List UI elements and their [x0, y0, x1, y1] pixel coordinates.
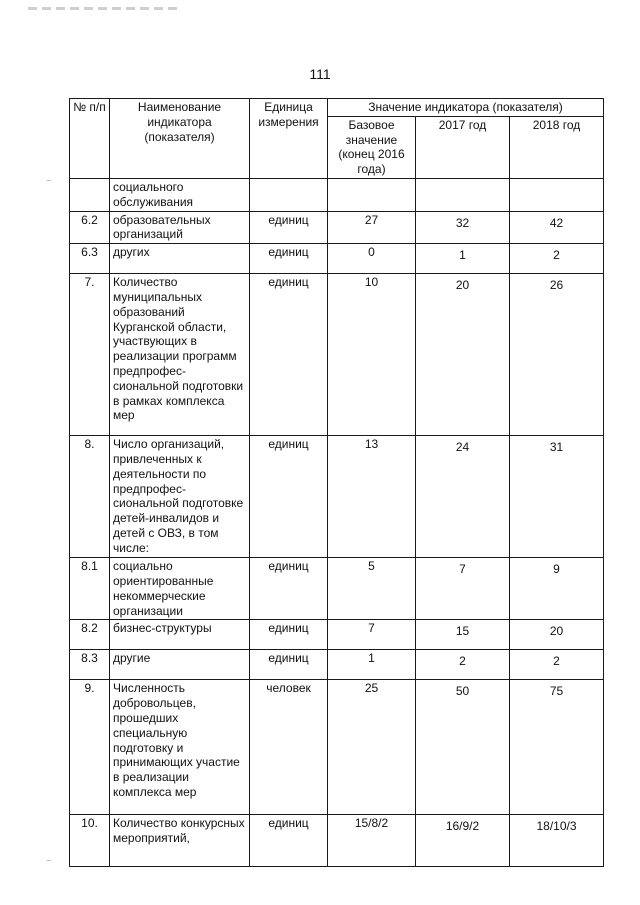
header-name: Наименование индикатора (показателя) — [110, 99, 250, 179]
scan-artifact — [28, 7, 178, 10]
base-value-text: 13 — [364, 437, 379, 452]
table-row — [70, 620, 604, 650]
value-2017 — [416, 244, 510, 274]
value-2017-text: 2 — [459, 654, 466, 669]
value-2017 — [416, 815, 510, 867]
table-row — [70, 815, 604, 867]
header-unit: Единица измерения — [250, 99, 328, 179]
row-number: 10. — [70, 815, 110, 867]
row-number: 6.3 — [70, 244, 110, 274]
scan-edge-mark — [47, 860, 51, 861]
base-value-text: 25 — [364, 681, 379, 696]
base-value-text: 1 — [368, 651, 375, 666]
value-2018-text: 18/10/3 — [536, 819, 577, 834]
row-number: 8.3 — [70, 650, 110, 680]
base-value — [328, 178, 416, 211]
value-2018 — [510, 211, 604, 244]
indicator-name: бизнес-структуры — [110, 620, 250, 650]
value-2018 — [510, 680, 604, 815]
indicator-name: Количество конкурсных мероприятий, — [110, 815, 250, 867]
row-number — [70, 178, 110, 211]
header-2017: 2017 год — [416, 116, 510, 178]
value-2018-text: 2 — [553, 654, 560, 669]
value-2017-text: 7 — [459, 562, 466, 577]
value-2017 — [416, 620, 510, 650]
unit-of-measure: человек — [250, 680, 328, 815]
base-value-text: 7 — [368, 621, 375, 636]
indicator-name: образовательных организаций — [110, 211, 250, 244]
base-value — [328, 815, 416, 867]
base-value — [328, 436, 416, 558]
value-2018 — [510, 650, 604, 680]
value-2017 — [416, 178, 510, 211]
table-row — [70, 436, 604, 558]
unit-of-measure: единиц — [250, 558, 328, 620]
indicator-name: Количество муниципальных образований Курганской области, участвующих в реализации программ предпрофес-сиональной подготовки в рамках комплекса мер — [110, 274, 250, 436]
indicator-name: Численность добровольцев, прошедших специальную подготовку и принимающих участие в реализации комплекса мер — [110, 680, 250, 815]
value-2017 — [416, 436, 510, 558]
indicator-name: других — [110, 244, 250, 274]
table-row — [70, 558, 604, 620]
base-value — [328, 650, 416, 680]
base-value-text: 5 — [368, 559, 375, 574]
row-number: 8.2 — [70, 620, 110, 650]
scan-edge-mark — [47, 180, 51, 181]
value-2018-text: 26 — [549, 278, 564, 293]
table-row — [70, 244, 604, 274]
value-2018-text: 20 — [549, 624, 564, 639]
value-2017-text: 1 — [459, 248, 466, 263]
row-number: 6.2 — [70, 211, 110, 244]
indicator-name: другие — [110, 650, 250, 680]
value-2018 — [510, 244, 604, 274]
base-value — [328, 558, 416, 620]
unit-of-measure: единиц — [250, 211, 328, 244]
base-value — [328, 244, 416, 274]
unit-of-measure: единиц — [250, 815, 328, 867]
table-row — [70, 680, 604, 815]
value-2017 — [416, 211, 510, 244]
base-value-text: 15/8/2 — [354, 816, 389, 831]
table-row — [70, 178, 604, 211]
value-2017 — [416, 274, 510, 436]
row-number: 7. — [70, 274, 110, 436]
table-body — [70, 178, 604, 866]
row-number: 9. — [70, 680, 110, 815]
header-value-group: Значение индикатора (показателя) — [328, 99, 604, 117]
value-2017 — [416, 680, 510, 815]
base-value — [328, 620, 416, 650]
indicator-name: Число организаций, привлеченных к деятельности по предпрофес-сиональной подготовке детей-инвалидов и детей с ОВЗ, в том числе: — [110, 436, 250, 558]
value-2017-text: 32 — [455, 215, 470, 230]
value-2018 — [510, 815, 604, 867]
unit-of-measure: единиц — [250, 620, 328, 650]
value-2017-text: 15 — [455, 624, 470, 639]
unit-of-measure: единиц — [250, 244, 328, 274]
header-base: Базовое значение (конец 2016 года) — [328, 116, 416, 178]
value-2017 — [416, 650, 510, 680]
value-2018 — [510, 178, 604, 211]
base-value — [328, 274, 416, 436]
table-row — [70, 274, 604, 436]
base-value — [328, 680, 416, 815]
value-2017-text: 20 — [455, 278, 470, 293]
unit-of-measure — [250, 178, 328, 211]
unit-of-measure: единиц — [250, 274, 328, 436]
base-value-text: 10 — [364, 275, 379, 290]
value-2018-text: 75 — [549, 684, 564, 699]
value-2018 — [510, 620, 604, 650]
value-2018-text: 2 — [553, 248, 560, 263]
value-2017-text: 16/9/2 — [445, 819, 480, 834]
value-2018-text: 42 — [549, 215, 564, 230]
value-2018-text: 9 — [553, 562, 560, 577]
indicator-name: социально ориентированные некоммерческие организации — [110, 558, 250, 620]
row-number: 8. — [70, 436, 110, 558]
base-value — [328, 211, 416, 244]
row-number: 8.1 — [70, 558, 110, 620]
value-2017 — [416, 558, 510, 620]
value-2017-text: 50 — [455, 684, 470, 699]
table-row — [70, 211, 604, 244]
base-value-text: 27 — [364, 212, 379, 227]
indicator-name: социального обслуживания — [110, 178, 250, 211]
indicators-table — [69, 98, 604, 867]
header-2018: 2018 год — [510, 116, 604, 178]
value-2018-text: 31 — [549, 440, 564, 455]
value-2017-text: 24 — [455, 440, 470, 455]
header-num: № п/п — [70, 99, 110, 179]
value-2018 — [510, 436, 604, 558]
unit-of-measure: единиц — [250, 436, 328, 558]
unit-of-measure: единиц — [250, 650, 328, 680]
table-row — [70, 650, 604, 680]
value-2018 — [510, 274, 604, 436]
value-2018 — [510, 558, 604, 620]
base-value-text: 0 — [368, 245, 375, 260]
page-number: 111 — [309, 66, 331, 82]
